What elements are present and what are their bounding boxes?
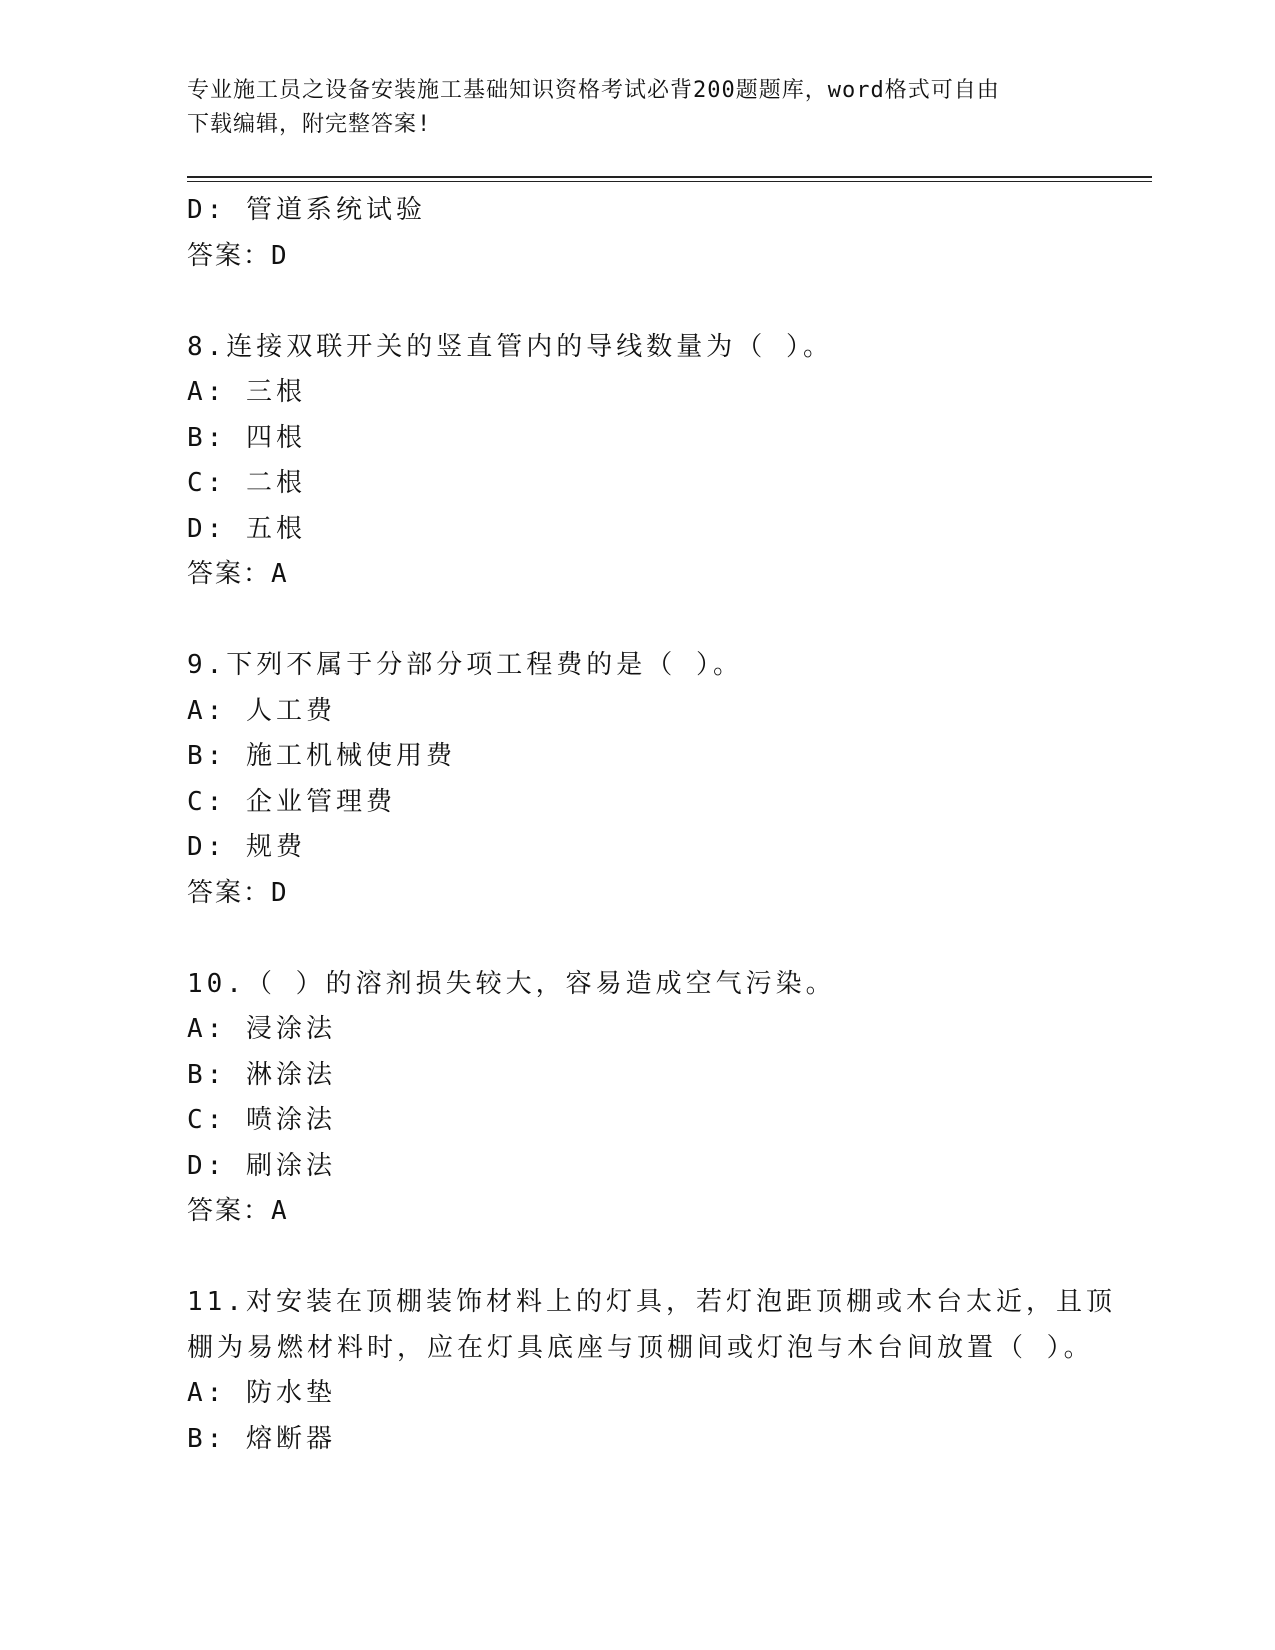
document-header [187,74,1087,142]
question-stem: 10.（ ）的溶剂损失较大，容易造成空气污染。 [187,968,836,999]
question-stem-line-2: 棚为易燃材料时，应在灯具底座与顶棚间或灯泡与木台间放置（ ）。 [187,1332,1094,1363]
header-line-2: 下载编辑，附完整答案! [187,112,432,137]
option-a: A: 浸涂法 [187,1014,336,1044]
question-stem-line-1: 11.对安装在顶棚装饰材料上的灯具，若灯泡距顶棚或木台太近，且顶 [187,1287,1116,1317]
spacer [187,598,1087,644]
option-b: B: 熔断器 [187,1423,336,1454]
option-c: C: 喷涂法 [187,1105,336,1135]
question-11 [187,1280,1116,1462]
prev-option-d: D: 管道系统试验 [187,195,426,225]
header-divider-thick [187,176,1152,178]
spacer [187,279,1087,325]
answer: 答案：A [187,1196,289,1226]
question-stem: 9.下列不属于分部分项工程费的是（ ）。 [187,650,743,680]
option-b: B: 四根 [187,422,306,453]
question-10 [187,962,1087,1235]
question-content [187,188,1116,1462]
question-stem: 8.连接双联开关的竖直管内的导线数量为（ ）。 [187,331,833,362]
header-divider-thin [187,181,1152,182]
question-9 [187,643,1087,916]
option-c: C: 企业管理费 [187,786,396,817]
option-a: A: 防水垫 [187,1378,336,1408]
option-d: D: 五根 [187,513,306,544]
question-8 [187,325,1087,598]
option-d: D: 刷涂法 [187,1150,336,1181]
option-a: A: 人工费 [187,695,336,726]
spacer [187,916,1087,962]
option-a: A: 三根 [187,377,306,407]
spacer [187,1235,1087,1281]
header-line-1: 专业施工员之设备安装施工基础知识资格考试必背200题题库，word格式可自由 [187,78,1000,103]
answer: 答案：D [187,877,289,908]
option-c: C: 二根 [187,468,306,498]
prev-answer: 答案：D [187,240,289,271]
option-d: D: 规费 [187,832,306,862]
option-b: B: 施工机械使用费 [187,741,456,771]
option-b: B: 淋涂法 [187,1059,336,1090]
answer: 答案：A [187,559,289,589]
